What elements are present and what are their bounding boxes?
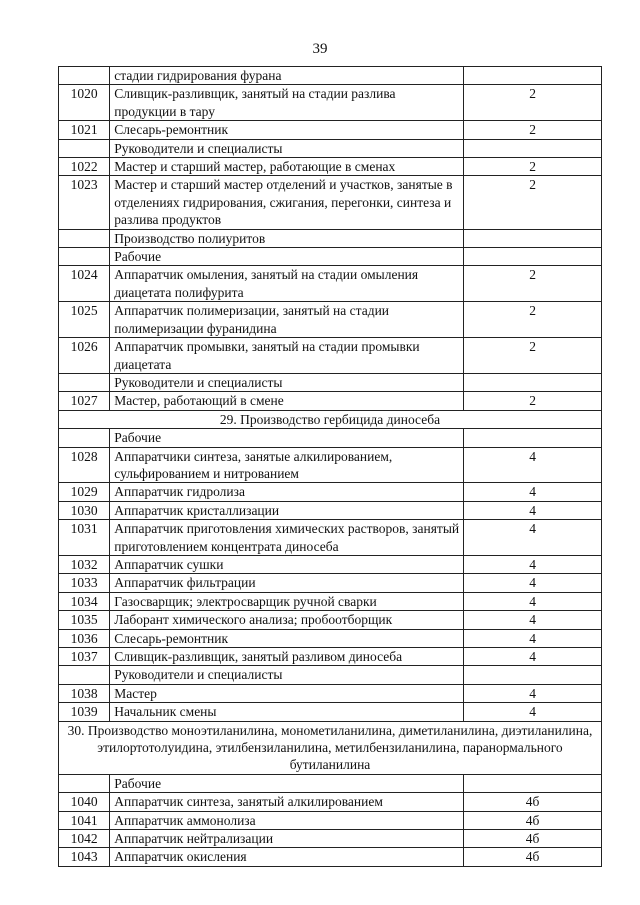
row-code: 1041 (59, 811, 110, 829)
row-value (464, 139, 602, 157)
table-row (59, 139, 602, 157)
row-code: 1035 (59, 611, 110, 629)
row-value: 4 (464, 592, 602, 610)
row-code: 1038 (59, 684, 110, 702)
row-value: 4 (464, 629, 602, 647)
table-row (59, 338, 602, 374)
table-row (59, 121, 602, 139)
table-row (59, 520, 602, 556)
table-row (59, 629, 602, 647)
row-value (464, 373, 602, 391)
row-occupation: Сливщик-разливщик, занятый разливом диносеба (110, 648, 464, 666)
row-occupation: Аппаратчик фильтрации (110, 574, 464, 592)
row-occupation: Лаборант химического анализа; пробоотборщик (110, 611, 464, 629)
row-occupation: Аппаратчик сушки (110, 555, 464, 573)
row-code: 1042 (59, 830, 110, 848)
table-row (59, 666, 602, 684)
row-value: 4 (464, 555, 602, 573)
row-code: 1027 (59, 392, 110, 410)
row-value: 2 (464, 266, 602, 302)
row-occupation: Газосварщик; электросварщик ручной сварки (110, 592, 464, 610)
row-occupation: Мастер и старший мастер, работающие в сменах (110, 158, 464, 176)
row-occupation: Мастер и старший мастер отделений и участков, занятые в отделениях гидрирования, сжигания, перегонки, синтеза и разлива продуктов (110, 176, 464, 229)
row-code (59, 248, 110, 266)
row-occupation: Сливщик-разливщик, занятый на стадии разлива продукции в тару (110, 85, 464, 121)
row-code (59, 139, 110, 157)
row-value: 2 (464, 158, 602, 176)
row-value: 4б (464, 848, 602, 866)
row-value (464, 666, 602, 684)
table-row (59, 811, 602, 829)
table-row (59, 501, 602, 519)
row-value: 4 (464, 447, 602, 483)
table-row (59, 429, 602, 447)
table-row (59, 392, 602, 410)
row-value: 2 (464, 176, 602, 229)
row-occupation: Аппаратчик полимеризации, занятый на стадии полимеризации фуранидина (110, 302, 464, 338)
row-occupation: Слесарь-ремонтник (110, 629, 464, 647)
row-code: 1025 (59, 302, 110, 338)
row-code (59, 373, 110, 391)
row-occupation: Начальник смены (110, 703, 464, 721)
table-row (59, 592, 602, 610)
table-row (59, 158, 602, 176)
row-occupation: Руководители и специалисты (110, 139, 464, 157)
row-code (59, 67, 110, 85)
row-code: 1020 (59, 85, 110, 121)
row-occupation: Аппаратчик окисления (110, 848, 464, 866)
table-row (59, 774, 602, 792)
row-value: 4 (464, 520, 602, 556)
row-code: 1037 (59, 648, 110, 666)
section-heading-row (59, 721, 602, 774)
table-row (59, 302, 602, 338)
row-occupation: Аппаратчик кристаллизации (110, 501, 464, 519)
row-value: 4б (464, 830, 602, 848)
row-occupation: Рабочие (110, 248, 464, 266)
row-code: 1040 (59, 793, 110, 811)
row-occupation: стадии гидрирования фурана (110, 67, 464, 85)
row-code: 1030 (59, 501, 110, 519)
row-code: 1032 (59, 555, 110, 573)
row-occupation: Руководители и специалисты (110, 373, 464, 391)
row-value: 4 (464, 648, 602, 666)
row-occupation: Рабочие (110, 429, 464, 447)
table-row (59, 67, 602, 85)
table-row (59, 830, 602, 848)
table-body (59, 67, 602, 867)
row-code: 1043 (59, 848, 110, 866)
section-heading-row (59, 410, 602, 428)
row-code: 1039 (59, 703, 110, 721)
row-value: 4 (464, 574, 602, 592)
row-occupation: Аппаратчик нейтрализации (110, 830, 464, 848)
row-code: 1026 (59, 338, 110, 374)
row-value: 4 (464, 483, 602, 501)
row-code: 1024 (59, 266, 110, 302)
table-row (59, 555, 602, 573)
row-occupation: Руководители и специалисты (110, 666, 464, 684)
table-row (59, 483, 602, 501)
row-value (464, 774, 602, 792)
row-value: 2 (464, 392, 602, 410)
row-code: 1033 (59, 574, 110, 592)
table-row (59, 447, 602, 483)
row-code: 1028 (59, 447, 110, 483)
row-code: 1034 (59, 592, 110, 610)
occupations-table (58, 66, 602, 867)
row-value: 2 (464, 302, 602, 338)
row-value: 4б (464, 793, 602, 811)
row-occupation: Мастер (110, 684, 464, 702)
row-value: 4 (464, 703, 602, 721)
table-row (59, 848, 602, 866)
table-row (59, 373, 602, 391)
table-row (59, 648, 602, 666)
table-row (59, 266, 602, 302)
table-row (59, 611, 602, 629)
row-occupation: Аппаратчик промывки, занятый на стадии промывки диацетата (110, 338, 464, 374)
row-value: 2 (464, 85, 602, 121)
table-row (59, 248, 602, 266)
row-code: 1029 (59, 483, 110, 501)
row-value (464, 229, 602, 247)
row-occupation: Аппаратчик синтеза, занятый алкилированием (110, 793, 464, 811)
row-value: 4 (464, 611, 602, 629)
row-code: 1021 (59, 121, 110, 139)
row-code (59, 774, 110, 792)
row-value: 4 (464, 501, 602, 519)
section-heading: 29. Производство гербицида диносеба (59, 410, 602, 428)
row-occupation: Аппаратчики синтеза, занятые алкилированием, сульфированием и нитрованием (110, 447, 464, 483)
row-occupation: Рабочие (110, 774, 464, 792)
row-occupation: Аппаратчик гидролиза (110, 483, 464, 501)
table-row (59, 574, 602, 592)
row-code (59, 429, 110, 447)
row-code: 1023 (59, 176, 110, 229)
table-row (59, 176, 602, 229)
row-code (59, 666, 110, 684)
row-code: 1022 (59, 158, 110, 176)
row-value: 2 (464, 121, 602, 139)
row-code (59, 229, 110, 247)
row-code: 1036 (59, 629, 110, 647)
row-occupation: Аппаратчик аммонолиза (110, 811, 464, 829)
table-row (59, 229, 602, 247)
table-row (59, 703, 602, 721)
row-occupation: Слесарь-ремонтник (110, 121, 464, 139)
table-row (59, 85, 602, 121)
row-value: 4б (464, 811, 602, 829)
page-number: 39 (312, 41, 328, 57)
row-code: 1031 (59, 520, 110, 556)
row-value (464, 67, 602, 85)
table-row (59, 793, 602, 811)
row-occupation: Аппаратчик приготовления химических растворов, занятый приготовлением концентрата диносеба (110, 520, 464, 556)
table-row (59, 684, 602, 702)
row-value: 2 (464, 338, 602, 374)
row-value: 4 (464, 684, 602, 702)
row-value (464, 248, 602, 266)
section-heading: 30. Производство моноэтиланилина, монометиланилина, диметиланилина, диэтиланилина, этилортотолуидина, этилбензиланилина, метилбензиланилина, паранормального бутиланилина (59, 721, 602, 774)
row-occupation: Аппаратчик омыления, занятый на стадии омыления диацетата полифурита (110, 266, 464, 302)
row-occupation: Производство полиуритов (110, 229, 464, 247)
row-occupation: Мастер, работающий в смене (110, 392, 464, 410)
row-value (464, 429, 602, 447)
